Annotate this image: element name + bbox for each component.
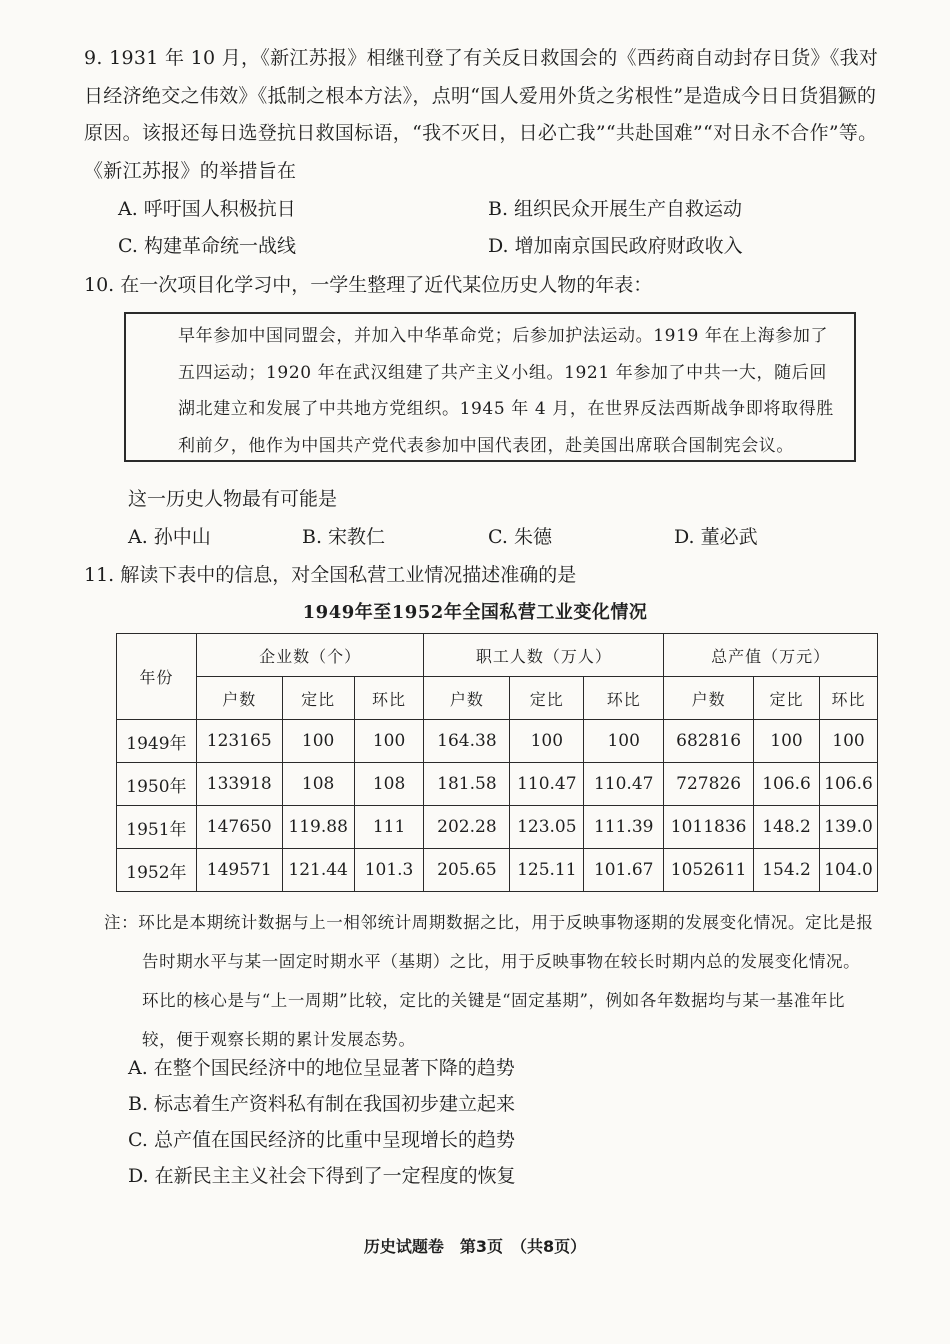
table-row [117, 720, 878, 763]
question-10-prompt: 这一历史人物最有可能是 [128, 488, 338, 510]
header-enterprises: 企业数（个） [196, 634, 424, 677]
table-header-row [117, 634, 878, 677]
q10-option-b[interactable]: B. 宋教仁 [302, 526, 386, 548]
table-cell: 100 [819, 720, 877, 763]
row-year-cell: 1949年 [117, 720, 197, 763]
q11-option-c[interactable]: C. 总产值在国民经济的比重中呈现增长的趋势 [128, 1129, 515, 1151]
table-cell: 202.28 [424, 806, 510, 849]
table-cell: 1052611 [664, 849, 754, 892]
table-cell: 682816 [664, 720, 754, 763]
table-cell: 727826 [664, 763, 754, 806]
subheader-cell: 户数 [424, 677, 510, 720]
table-cell: 104.0 [819, 849, 877, 892]
table-cell: 100 [584, 720, 664, 763]
subheader-cell: 环比 [819, 677, 877, 720]
table-cell: 154.2 [754, 849, 820, 892]
table-cell: 123.05 [510, 806, 584, 849]
header-output: 总产值（万元） [664, 634, 878, 677]
table-cell: 100 [282, 720, 354, 763]
table-row [117, 849, 878, 892]
table-cell: 149571 [196, 849, 282, 892]
q11-option-d[interactable]: D. 在新民主主义社会下得到了一定程度的恢复 [128, 1165, 516, 1187]
subheader-cell: 环比 [584, 677, 664, 720]
table-cell: 110.47 [584, 763, 664, 806]
q9-option-b[interactable]: B. 组织民众开展生产自救运动 [488, 198, 743, 220]
table-cell: 119.88 [282, 806, 354, 849]
table-cell: 121.44 [282, 849, 354, 892]
question-9-text: 9. 1931 年 10 月，《新江苏报》相继刊登了有关反日救国会的《西药商自动封存日货》《我对日经济绝交之伟效》《抵制之根本方法》，点明“国人爱用外货之劣根性”是造成今日日货猖獗的原因。该报还每日选登抗日救国标语，“我不灭日，日必亡我”“共赴国难”“对日永不合作”等。《新江苏报》的举措旨在 [84, 47, 879, 182]
q10-option-d[interactable]: D. 董必武 [674, 526, 758, 548]
table-cell: 100 [754, 720, 820, 763]
table-row [117, 763, 878, 806]
table-cell: 100 [510, 720, 584, 763]
table-body [117, 720, 878, 892]
table-cell: 110.47 [510, 763, 584, 806]
table-cell: 106.6 [819, 763, 877, 806]
header-year: 年份 [117, 634, 197, 720]
table-cell: 123165 [196, 720, 282, 763]
table-cell: 148.2 [754, 806, 820, 849]
row-year-cell: 1952年 [117, 849, 197, 892]
table-cell: 108 [282, 763, 354, 806]
subheader-cell: 环比 [354, 677, 424, 720]
page-footer: 历史试题卷 第3页 （共8页） [363, 1237, 587, 1256]
timeline-text: 早年参加中国同盟会，并加入中华革命党；后参加护法运动。1919 年在上海参加了五四运动；1920 年在武汉组建了共产主义小组。1921 年参加了中共一大，随后回湖北建立和发展了中共地方党组织。1945 年 4 月，在世界反法西斯战争即将取得胜利前夕，他作为中国共产党代表参加中国代表团，赴美国出席联合国制宪会议。 [178, 326, 834, 456]
table-cell: 1011836 [664, 806, 754, 849]
table-cell: 101.67 [584, 849, 664, 892]
table-subheader-row [117, 677, 878, 720]
table-cell: 205.65 [424, 849, 510, 892]
table-cell: 111 [354, 806, 424, 849]
question-9-stem [84, 40, 884, 190]
q9-option-d[interactable]: D. 增加南京国民政府财政收入 [488, 235, 743, 257]
table-cell: 139.0 [819, 806, 877, 849]
q9-option-a[interactable]: A. 呼吁国人积极抗日 [118, 198, 296, 220]
subheader-cell: 定比 [282, 677, 354, 720]
table-cell: 101.3 [354, 849, 424, 892]
header-workers: 职工人数（万人） [424, 634, 664, 677]
table-row [117, 806, 878, 849]
q11-option-a[interactable]: A. 在整个国民经济中的地位呈显著下降的趋势 [128, 1057, 515, 1079]
table-cell: 106.6 [754, 763, 820, 806]
table-cell: 111.39 [584, 806, 664, 849]
subheader-cell: 定比 [510, 677, 584, 720]
subheader-cell: 定比 [754, 677, 820, 720]
subheader-cell: 户数 [196, 677, 282, 720]
table-cell: 108 [354, 763, 424, 806]
question-10-stem: 10. 在一次项目化学习中，一学生整理了近代某位历史人物的年表： [84, 274, 653, 296]
question-11-stem: 11. 解读下表中的信息，对全国私营工业情况描述准确的是 [84, 564, 577, 586]
q10-option-c[interactable]: C. 朱德 [488, 526, 552, 548]
table-cell: 147650 [196, 806, 282, 849]
table-note [104, 903, 874, 1059]
table-title: 1949年至1952年全国私营工业变化情况 [302, 602, 648, 623]
table-cell: 133918 [196, 763, 282, 806]
q11-option-b[interactable]: B. 标志着生产资料私有制在我国初步建立起来 [128, 1093, 516, 1115]
row-year-cell: 1950年 [117, 763, 197, 806]
q10-option-a[interactable]: A. 孙中山 [128, 526, 211, 548]
q9-option-c[interactable]: C. 构建革命统一战线 [118, 235, 296, 257]
table-cell: 125.11 [510, 849, 584, 892]
row-year-cell: 1951年 [117, 806, 197, 849]
timeline-box [124, 312, 856, 462]
note-text: 注：环比是本期统计数据与上一相邻统计周期数据之比，用于反映事物逐期的发展变化情况。定比是报告时期水平与某一固定时期水平（基期）之比，用于反映事物在较长时期内总的发展变化情况。环比的核心是与“上一周期”比较，定比的关键是“固定基期”，例如各年数据均与某一基准年比较，便于观察长期的累计发展态势。 [104, 913, 874, 1049]
table-cell: 100 [354, 720, 424, 763]
table-cell: 164.38 [424, 720, 510, 763]
subheader-cell: 户数 [664, 677, 754, 720]
table-cell: 181.58 [424, 763, 510, 806]
private-industry-table [116, 633, 878, 892]
